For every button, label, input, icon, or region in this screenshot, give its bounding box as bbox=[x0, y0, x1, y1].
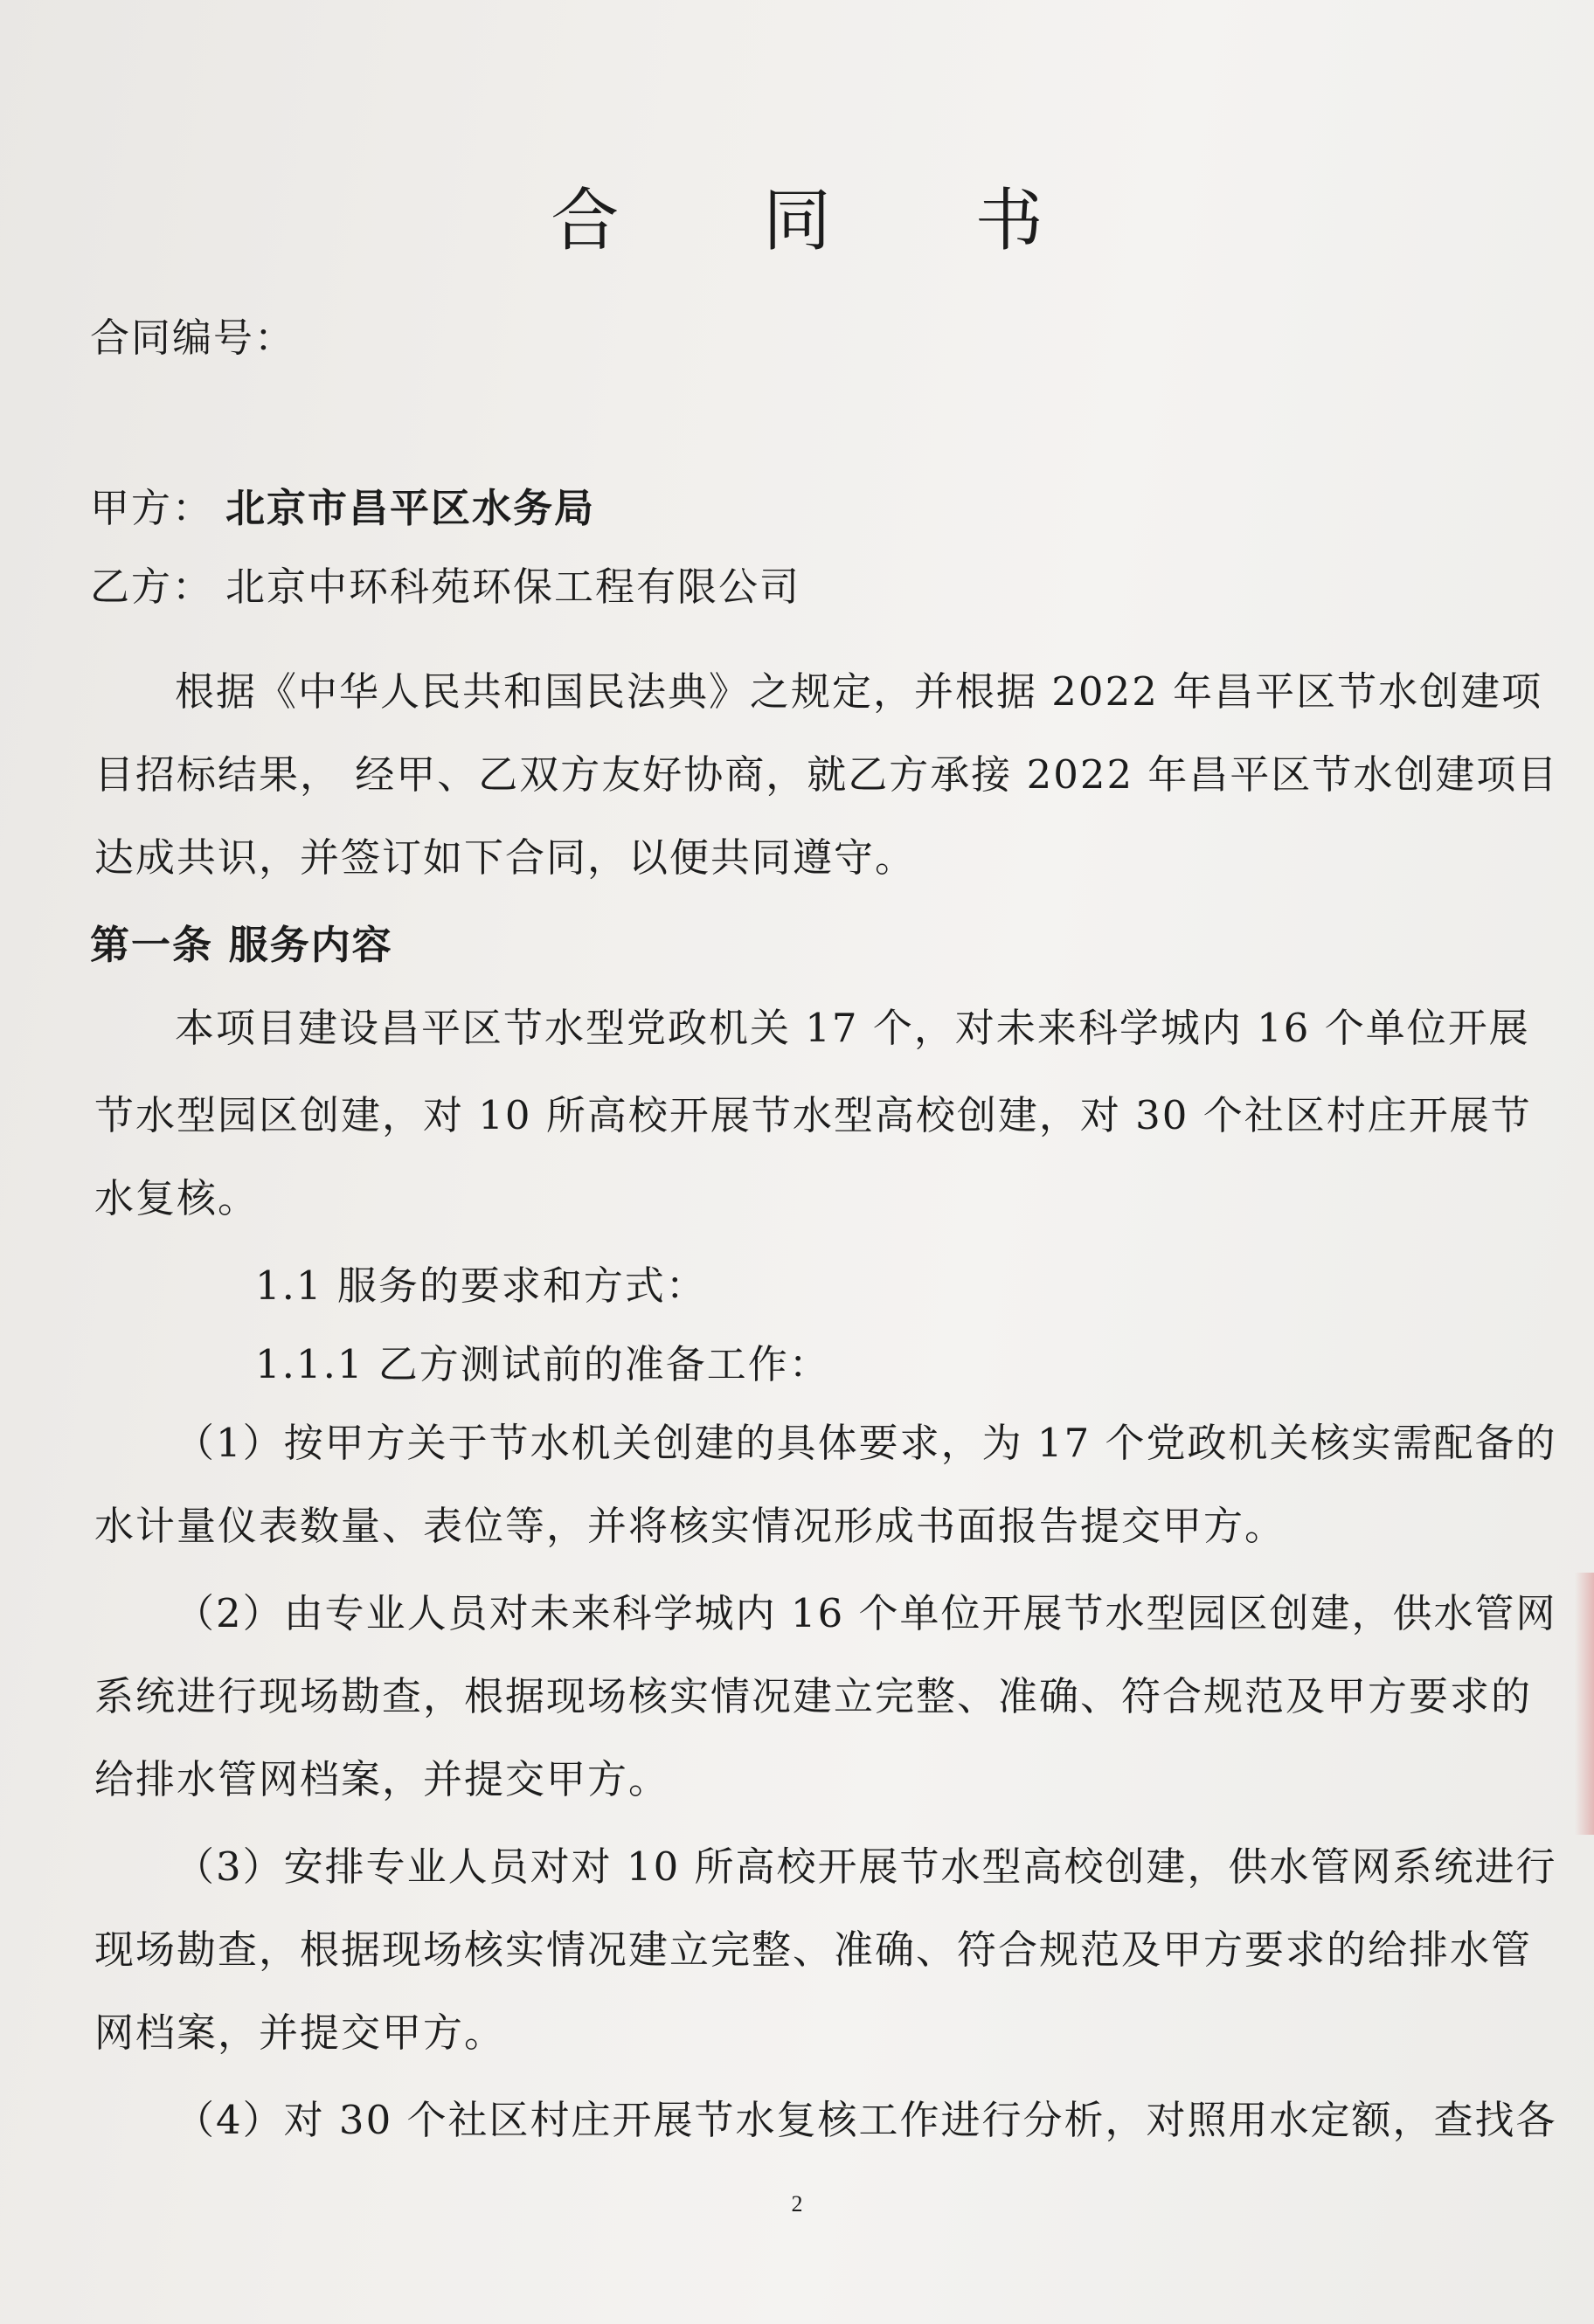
party-a-name: 北京市昌平区水务局 bbox=[225, 485, 596, 531]
party-b-name: 北京中环科苑环保工程有限公司 bbox=[225, 564, 801, 610]
item-1-line-2: 水计量仪表数量、表位等，并将核实情况形成书面报告提交甲方。 bbox=[94, 1503, 1286, 1549]
section-1-line-3: 水复核。 bbox=[94, 1175, 260, 1221]
item-2-line-3: 给排水管网档案，并提交甲方。 bbox=[94, 1756, 670, 1802]
section-1-heading: 第一条 服务内容 bbox=[90, 922, 393, 968]
item-3-line-2: 现场勘查，根据现场核实情况建立完整、准确、符合规范及甲方要求的给排水管 bbox=[94, 1926, 1533, 1973]
intro-line-3: 达成共识，并签订如下合同，以便共同遵守。 bbox=[94, 834, 917, 881]
subsection-1-1-1: 1.1.1 乙方测试前的准备工作： bbox=[255, 1341, 830, 1387]
item-4-line-1: （4）对 30 个社区村庄开展节水复核工作进行分析，对照用水定额，查找各 bbox=[175, 2097, 1557, 2143]
party-a-label: 甲方： bbox=[90, 485, 214, 531]
document-title: 合 同 书 bbox=[551, 182, 1105, 260]
subsection-1-1: 1.1 服务的要求和方式： bbox=[255, 1262, 707, 1309]
item-1-line-1: （1）按甲方关于节水机关创建的具体要求，为 17 个党政机关核实需配备的 bbox=[175, 1420, 1557, 1466]
party-b-label: 乙方： bbox=[90, 564, 214, 610]
section-1-line-1: 本项目建设昌平区节水型党政机关 17 个，对未来科学城内 16 个单位开展 bbox=[175, 1005, 1530, 1051]
item-3-line-1: （3）安排专业人员对对 10 所高校开展节水型高校创建，供水管网系统进行 bbox=[175, 1843, 1557, 1890]
contract-number-label: 合同编号： bbox=[90, 315, 296, 361]
intro-line-2: 目招标结果， 经甲、乙双方友好协商，就乙方承接 2022 年昌平区节水创建项目 bbox=[94, 751, 1559, 798]
red-seal-edge bbox=[1575, 1573, 1594, 1835]
page-number: 2 bbox=[791, 2191, 803, 2217]
item-3-line-3: 网档案，并提交甲方。 bbox=[94, 2009, 506, 2056]
item-2-line-2: 系统进行现场勘查，根据现场核实情况建立完整、准确、符合规范及甲方要求的 bbox=[94, 1673, 1533, 1719]
intro-line-1: 根据《中华人民共和国民法典》之规定，并根据 2022 年昌平区节水创建项 bbox=[175, 668, 1543, 715]
section-1-line-2: 节水型园区创建，对 10 所高校开展节水型高校创建，对 30 个社区村庄开展节 bbox=[94, 1092, 1532, 1138]
item-2-line-1: （2）由专业人员对未来科学城内 16 个单位开展节水型园区创建，供水管网 bbox=[175, 1590, 1557, 1636]
